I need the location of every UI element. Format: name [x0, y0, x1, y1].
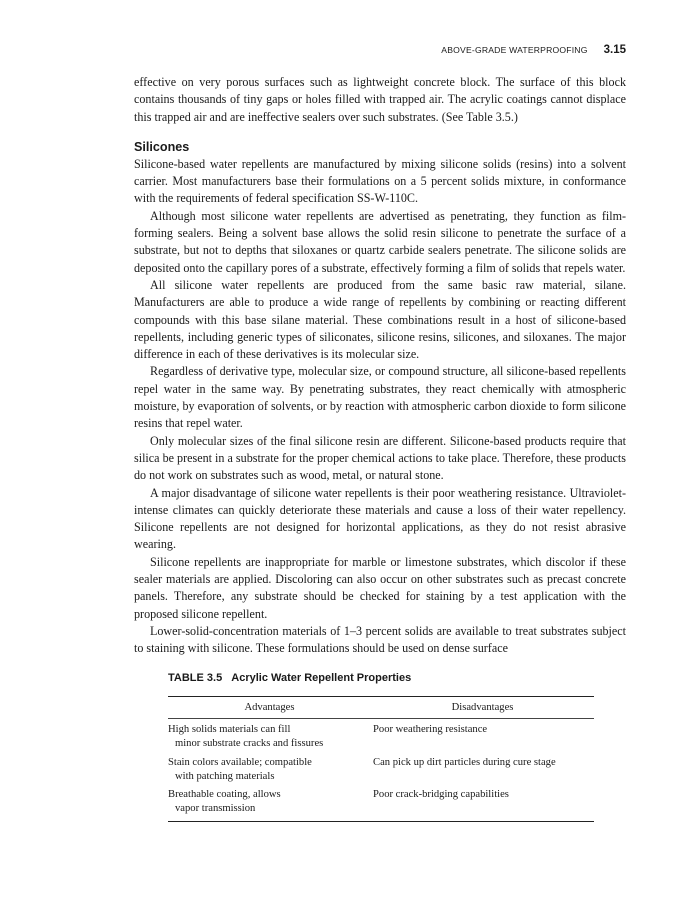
cell-line: minor substrate cracks and fissures [175, 738, 324, 750]
disadvantage-cell: Can pick up dirt particles during cure stage [373, 756, 556, 768]
paragraph: A major disadvantage of silicone water repellents is their poor weathering resistance. Ultraviolet-intense climates can quickly deteriorate these materials and cause a loss of their water repellency. Silicone repellents are not designed for horizontal applications, as they do not resist abrasive wearing. [134, 485, 626, 552]
table-row [168, 754, 594, 786]
page-number: 3.15 [603, 44, 626, 56]
section-heading: Silicones [134, 139, 190, 154]
column-header-advantages: Advantages [168, 697, 371, 719]
paragraph: Only molecular sizes of the final silicone resin are different. Silicone-based products require that silica be present in a substrate for the proper chemical actions to take place. Therefore, these products do not work on substrates such as wood, metal, or natural stone. [134, 433, 626, 483]
table-row [168, 786, 594, 822]
running-head [134, 44, 626, 56]
running-title: ABOVE-GRADE WATERPROOFING [441, 45, 588, 55]
table-title: Acrylic Water Repellent Properties [231, 672, 412, 684]
cell-line: Stain colors available; compatible [168, 756, 312, 768]
cell-line: vapor transmission [175, 803, 256, 815]
cell-line: with patching materials [175, 770, 275, 782]
paragraph: Silicone repellents are inappropriate for marble or limestone substrates, which discolor if these sealer materials are applied. Discoloring can also occur on other substrates such as precast concrete panels. Therefore, any substrate should be checked for staining by a test application with the proposed silicone repellent. [134, 554, 626, 621]
advantage-cell [168, 786, 371, 822]
paragraph: Lower-solid-concentration materials of 1–3 percent solids are available to treat substrates subject to staining with silicone. These formulations should be used on dense surface [134, 623, 626, 656]
advantage-cell [168, 754, 371, 786]
table-3-5 [168, 672, 594, 822]
column-header-disadvantages: Disadvantages [371, 697, 594, 719]
paragraph: Silicone-based water repellents are manufactured by mixing silicone solids (resins) into a solvent carrier. Most manufacturers base their formulations on a 5 percent solids mixture, in conformance with the requirements of federal specification SS-W-110C. [134, 156, 626, 206]
properties-table [168, 696, 594, 822]
table-header-row [168, 697, 594, 719]
table-row [168, 719, 594, 754]
disadvantage-cell: Poor crack-bridging capabilities [371, 786, 594, 822]
cell-line: High solids materials can fill [168, 724, 291, 736]
paragraph: All silicone water repellents are produced from the same basic raw material, silane. Manufacturers are able to produce a wide range of repellents by combining or reacting different compounds with this base silane material. These combinations result in a host of silicone-based repellents, including generic types of siliconates, silicone resins, silicones, and siloxanes. The major difference in each of these derivatives is its molecular size. [134, 277, 626, 362]
advantage-cell [168, 719, 371, 754]
body-text [134, 74, 626, 658]
paragraph-continued: effective on very porous surfaces such as lightweight concrete block. The surface of this block contains thousands of tiny gaps or holes filled with trapped air. The acrylic coatings cannot displace this trapped air and are ineffective sealers over such substrates. (See Table 3.5.) [134, 75, 626, 124]
table-number: TABLE 3.5 [168, 672, 223, 684]
cell-line: Breathable coating, allows [168, 789, 281, 801]
paragraph: Regardless of derivative type, molecular size, or compound structure, all silicone-based repellents repel water in the same way. By penetrating substrates, they react chemically with atmospheric moisture, by evaporation of solvents, or by reaction with atmospheric carbon dioxide to form silicone resins that repel water. [134, 364, 626, 431]
disadvantage-cell: Poor weathering resistance [373, 724, 488, 736]
paragraph: Although most silicone water repellents are advertised as penetrating, they function as film-forming sealers. Being a solvent base allows the solid resin silicone to penetrate the surface of a substrate, but not to depths that siloxanes or quartz carbide sealers penetrate. The silicone solids are deposited onto the capillary pores of a substrate, effectively forming a film of solids that repels water. [134, 208, 626, 275]
table-caption [168, 672, 594, 684]
